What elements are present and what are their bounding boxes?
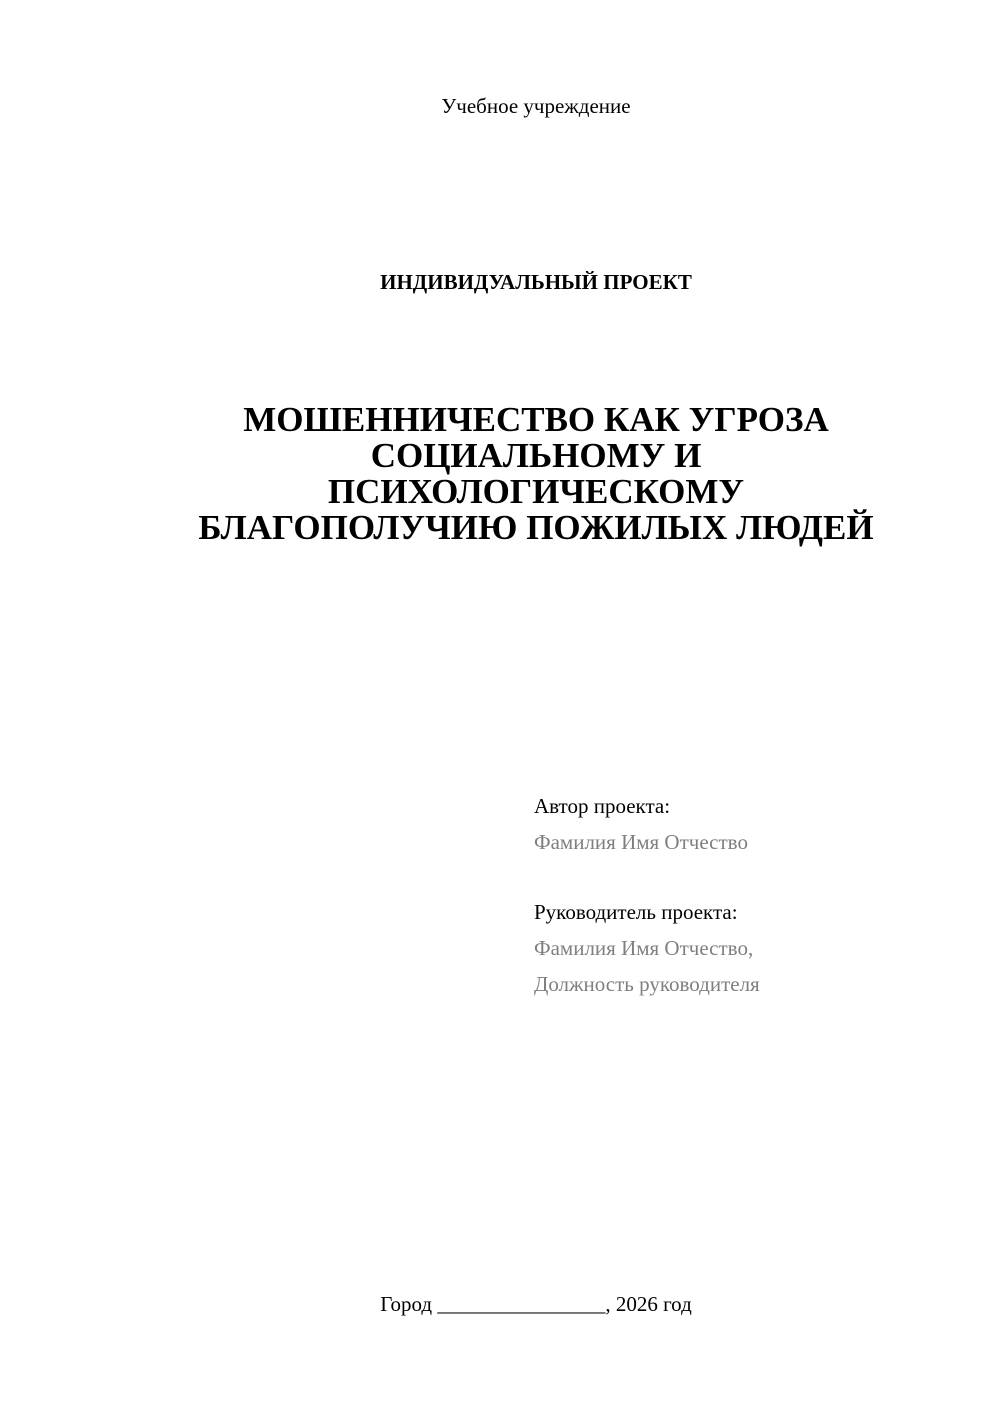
author-label: Автор проекта: [534, 794, 671, 818]
title-line: МОШЕННИЧЕСТВО КАК УГРОЗА [243, 400, 829, 439]
title-line: БЛАГОПОЛУЧИЮ ПОЖИЛЫХ ЛЮДЕЙ [198, 508, 874, 547]
city-year-line: Город ________________, 2026 год [380, 1292, 692, 1316]
title-line: ПСИХОЛОГИЧЕСКОМУ [327, 472, 745, 511]
spacer [534, 860, 974, 894]
supervisor-position: Должность руководителя [534, 972, 760, 996]
supervisor-label: Руководитель проекта: [534, 900, 738, 924]
author-name: Фамилия Имя Отчество [534, 830, 748, 854]
project-info [534, 788, 974, 1002]
document-title [70, 402, 1000, 546]
supervisor-name: Фамилия Имя Отчество, [534, 936, 754, 960]
title-line: СОЦИАЛЬНОМУ И [370, 436, 702, 475]
document-type: ИНДИВИДУАЛЬНЫЙ ПРОЕКТ [380, 270, 692, 294]
institution-name: Учебное учреждение [441, 94, 631, 118]
